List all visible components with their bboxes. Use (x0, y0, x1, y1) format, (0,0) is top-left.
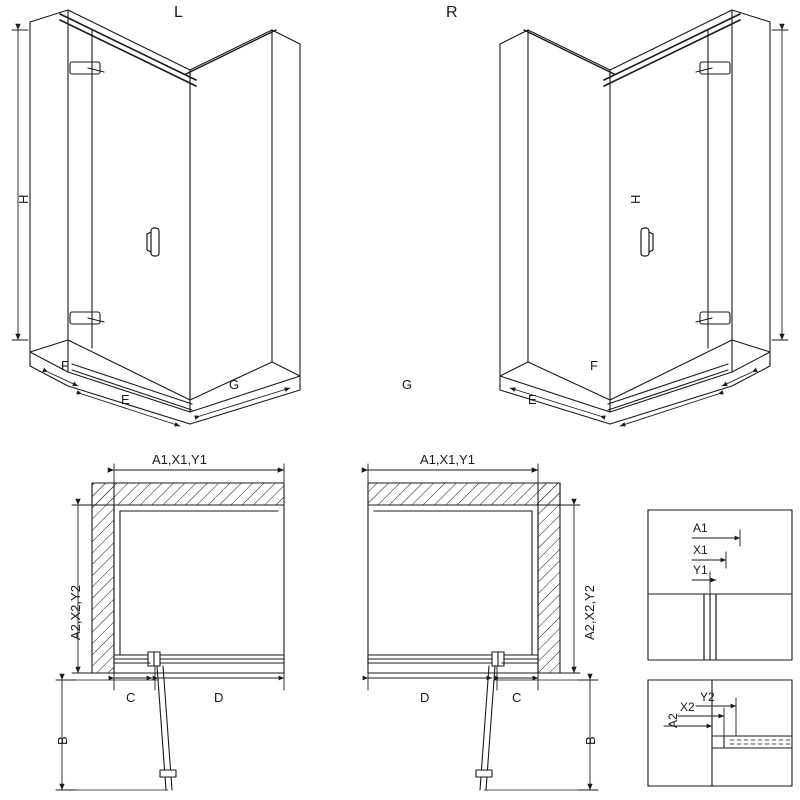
dim-label-g-right: G (402, 377, 413, 392)
dim-label-y2-detail: Y2 (700, 690, 715, 704)
dim-label-h-right: H (628, 194, 643, 204)
dim-label-a1-detail: A1 (693, 521, 708, 535)
dim-label-e-right: E (528, 392, 537, 407)
dim-label-c-right: C (512, 690, 522, 705)
dim-label-b-left: B (55, 736, 70, 745)
dim-label-a1x1y1-right: A1,X1,Y1 (420, 452, 475, 467)
iso-right-structure (500, 10, 770, 424)
dim-label-f-left: F (61, 358, 69, 373)
dim-label-a2x2y2-left: A2,X2,Y2 (68, 585, 83, 640)
dim-label-e-left: E (121, 392, 130, 407)
plan-left-dimensions (56, 464, 284, 790)
dim-label-h-left: H (16, 194, 31, 204)
detail-profile-bottom (648, 680, 792, 786)
iso-left-view-label: L (174, 4, 183, 21)
plan-view-left (92, 483, 284, 790)
dim-label-a1x1y1-left: A1,X1,Y1 (152, 452, 207, 467)
dim-label-y1-detail: Y1 (693, 563, 708, 577)
dim-label-a2x2y2-right: A2,X2,Y2 (582, 585, 597, 640)
dim-label-c-left: C (126, 690, 136, 705)
plan-view-right (368, 483, 560, 790)
dim-label-a2-detail: A2 (666, 713, 680, 728)
dim-label-d-left: D (214, 690, 224, 705)
detail-profile-top (648, 510, 792, 660)
iso-right-view-label: R (446, 4, 458, 21)
dim-label-f-right: F (590, 358, 598, 373)
dim-label-x1-detail: X1 (693, 543, 708, 557)
dim-label-x2-detail: X2 (680, 700, 695, 714)
dim-label-d-right: D (420, 690, 430, 705)
iso-right-dimensions (510, 30, 788, 426)
dim-label-g-left: G (229, 377, 240, 392)
detail-top-dimensions (692, 530, 740, 594)
dim-label-b-right: B (583, 736, 598, 745)
